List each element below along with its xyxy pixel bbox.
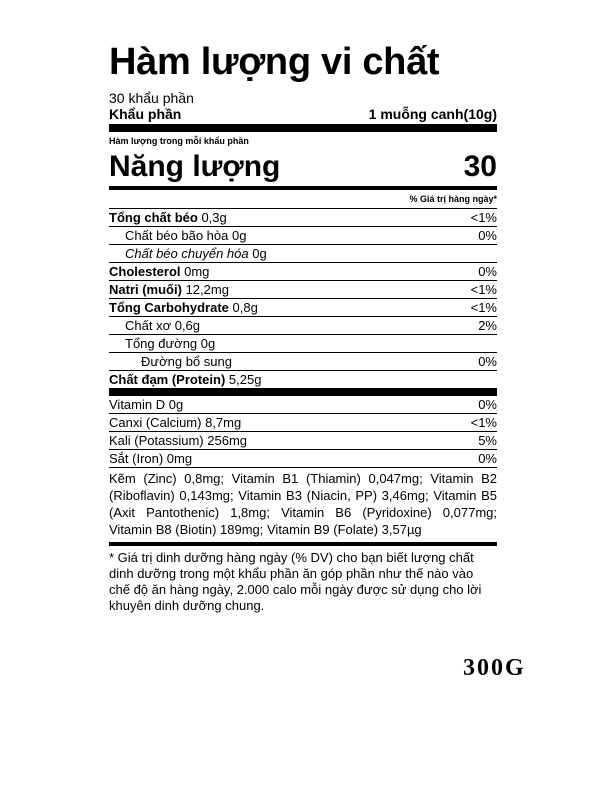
nutrient-name: Natri (muối) (109, 282, 182, 297)
nutrient-row-total-fat (109, 208, 497, 226)
divider-thick (109, 388, 497, 396)
serving-size-row (109, 106, 497, 122)
daily-value-header: % Giá trị hàng ngày* (409, 194, 497, 204)
nutrient-name: Tổng Carbohydrate (109, 300, 229, 315)
mineral-amount: Kali (Potassium) 256mg (109, 433, 247, 448)
serving-size-value: 1 muỗng canh(10g) (368, 106, 497, 122)
net-weight: 300G (463, 655, 526, 681)
energy-label: Năng lượng (109, 150, 281, 183)
nutrient-amount: Đường bổ sung (141, 354, 232, 369)
nutrient-dv: <1% (470, 300, 497, 315)
nutrient-row-saturated-fat (109, 226, 497, 244)
nutrient-dv: 2% (478, 318, 497, 333)
nutrient-row-trans-fat (109, 244, 497, 262)
nutrient-row-cholesterol (109, 262, 497, 280)
nutrient-row-fiber (109, 316, 497, 334)
mineral-row-iron (109, 449, 497, 467)
nutrient-row-protein (109, 370, 497, 388)
nutrient-dv: <1% (470, 282, 497, 297)
nutrient-dv: 0% (478, 354, 497, 369)
nutrient-amount: Chất béo bão hòa 0g (125, 228, 247, 243)
nutrient-amount: 0,3g (197, 210, 227, 225)
nutrient-amount: 12,2mg (181, 282, 229, 297)
nutrient-dv: 0% (478, 228, 497, 243)
nutrient-row-total-carbohydrate (109, 298, 497, 316)
energy-value: 30 (463, 150, 497, 183)
servings-per-container: 30 khẩu phần (109, 90, 194, 106)
nutrient-name: Tổng chất béo (109, 210, 198, 225)
mineral-row-vitamin-d (109, 396, 497, 413)
mineral-dv: 5% (478, 433, 497, 448)
nutrient-dv: 0% (478, 264, 497, 279)
mineral-row-calcium (109, 413, 497, 431)
nutrient-amount: 0,8g (228, 300, 258, 315)
mineral-dv: 0% (478, 451, 497, 466)
nutrient-dv: <1% (470, 210, 497, 225)
nutrient-amount: 0g (248, 246, 267, 261)
nutrient-amount: Chất xơ 0,6g (125, 318, 201, 333)
nutrient-amount: 5,25g (225, 372, 262, 387)
other-vitamins-paragraph: Kẽm (Zinc) 0,8mg; Vitamin B1 (Thiamin) 0,047mg; Vitamin B2 (Riboflavin) 0,143mg; Vitamin B3 (Niacin, PP) 3,46mg; Vitamin B5 (Axit Pantothenic) 1,8mg; Vitamin B6 (Pyridoxine) 0,077mg; Vitamin B8 (Biotin) 189mg; Vitamin B9 (Folate) 3,57µg (109, 467, 497, 542)
label-title: Hàm lượng vi chất (109, 41, 440, 83)
nutrient-row-added-sugars (109, 352, 497, 370)
mineral-dv: <1% (470, 415, 497, 430)
nutrient-amount: 0mg (180, 264, 210, 279)
mineral-amount: Vitamin D 0g (109, 397, 184, 412)
nutrient-name: Chất béo chuyển hóa (125, 246, 249, 261)
energy-row (109, 151, 497, 186)
amount-per-serving: Hàm lượng trong mỗi khẩu phần (109, 136, 249, 146)
mineral-amount: Canxi (Calcium) 8,7mg (109, 415, 242, 430)
nutrient-row-sodium (109, 280, 497, 298)
nutrient-amount: Tổng đường 0g (125, 336, 216, 351)
mineral-dv: 0% (478, 397, 497, 412)
nutrient-name: Chất đạm (Protein) (109, 372, 226, 387)
nutrient-row-total-sugars (109, 334, 497, 352)
daily-value-footnote: * Giá trị dinh dưỡng hàng ngày (% DV) cho bạn biết lượng chất dinh dưỡng trong một khẩu phần ăn góp phần như thế nào vào chế độ ăn hàng ngày, 2.000 calo mỗi ngày được sử dụng cho lời khuyên dinh dưỡng chung. (109, 550, 482, 613)
serving-size-label: Khẩu phần (109, 106, 182, 122)
nutrition-facts-label (109, 40, 497, 614)
mineral-row-potassium (109, 431, 497, 449)
mineral-amount: Sắt (Iron) 0mg (109, 451, 193, 466)
divider-thick (109, 124, 497, 132)
nutrient-name: Cholesterol (109, 264, 181, 279)
